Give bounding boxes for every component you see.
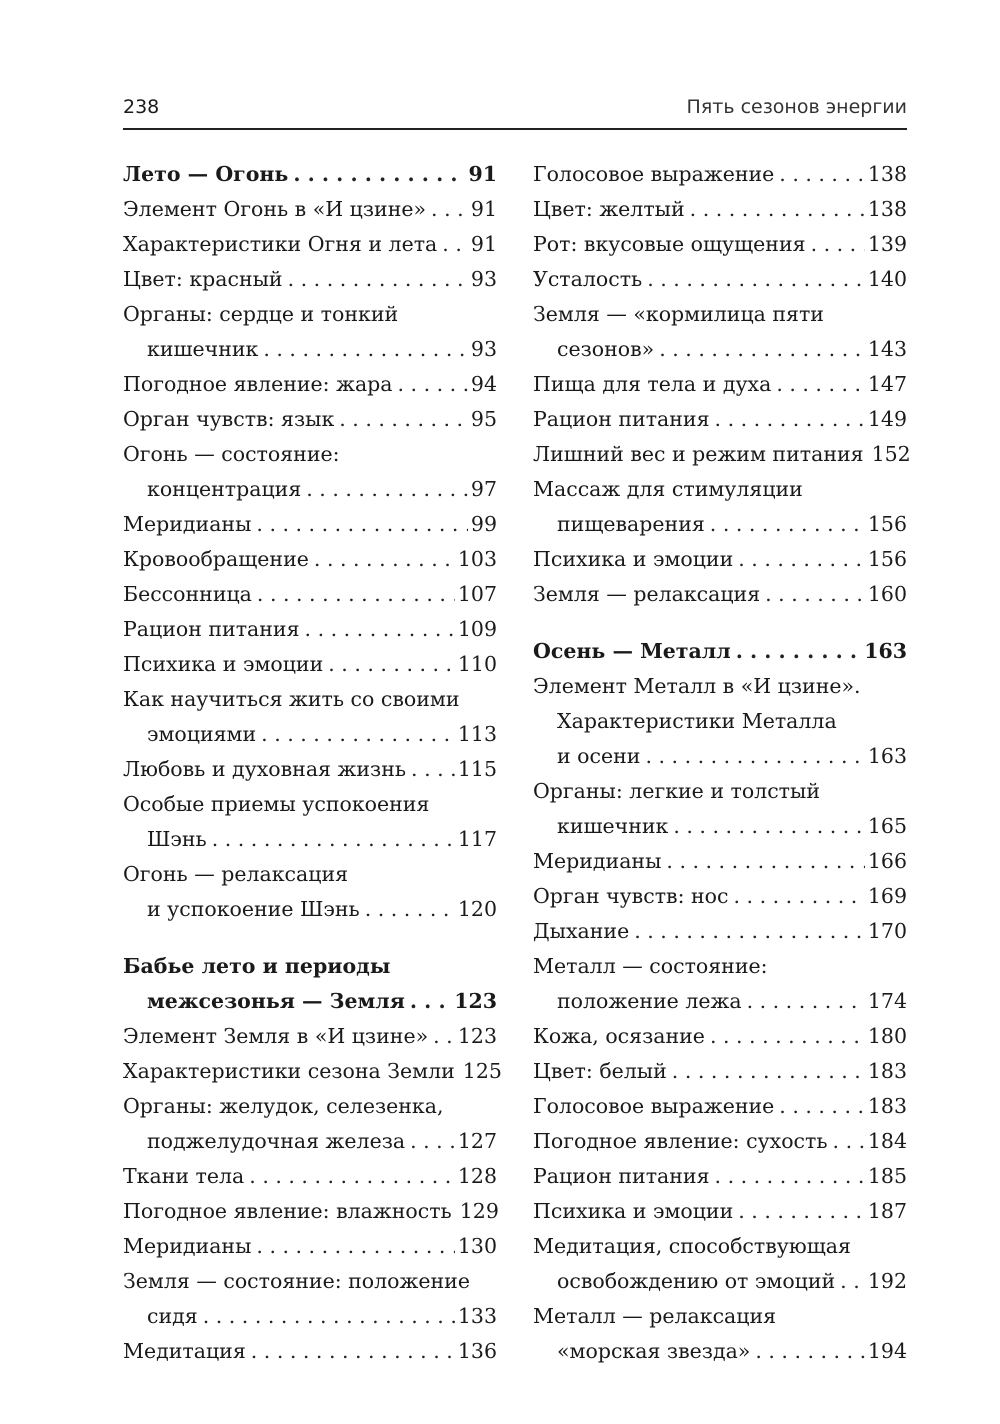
- dot-leader: [672, 1054, 865, 1089]
- toc-entry-title: Органы: желудок, селезенка,: [123, 1094, 444, 1118]
- dot-leader: [673, 809, 865, 844]
- running-title: Пять сезонов энергии: [686, 96, 907, 118]
- toc-entry[interactable]: [533, 1054, 907, 1089]
- toc-entry-title: Психика и эмоции: [533, 547, 734, 571]
- dot-leader: [305, 612, 455, 647]
- dot-leader: [261, 717, 455, 752]
- toc-entry-title: Пища для тела и духа: [533, 372, 772, 396]
- toc-entry-title: Шэнь: [147, 827, 207, 851]
- toc-page-number: 187: [867, 1199, 907, 1223]
- toc-entry-title: Лишний вес и режим питания: [533, 442, 864, 466]
- toc-page-number: 133: [457, 1304, 497, 1328]
- toc-entry-title: Бессонница: [123, 582, 252, 606]
- toc-entry-title: Органы: сердце и тонкий: [123, 302, 399, 326]
- toc-entry[interactable]: [123, 1264, 497, 1334]
- toc-page-number: 93: [470, 267, 497, 291]
- toc-entry[interactable]: [533, 774, 907, 844]
- toc-entry-title: эмоциями: [147, 722, 257, 746]
- toc-entry-title: Погодное явление: сухость: [533, 1129, 828, 1153]
- toc-entry[interactable]: [123, 787, 497, 857]
- toc-page-number: 160: [867, 582, 907, 606]
- toc-page-number: 183: [867, 1094, 907, 1118]
- dot-leader: [779, 157, 865, 192]
- toc-entry-title: Погодное явление: жара: [123, 372, 393, 396]
- toc-entry[interactable]: [123, 1334, 497, 1369]
- toc-page-number: 138: [867, 162, 907, 186]
- toc-entry-title: Массаж для стимуляции: [533, 477, 803, 501]
- toc-page-number: 138: [867, 197, 907, 221]
- toc-entry-title: Рот: вкусовые ощущения: [533, 232, 806, 256]
- toc-entry-title: Меридианы: [123, 512, 252, 536]
- toc-entry-title: Цвет: красный: [123, 267, 283, 291]
- toc-page-number: 93: [470, 337, 497, 361]
- dot-leader: [410, 984, 451, 1019]
- toc-entry-title: Голосовое выражение: [533, 1094, 775, 1118]
- toc-page-number: 140: [867, 267, 907, 291]
- toc-page-number: 103: [457, 547, 497, 571]
- toc-page-number: 165: [867, 814, 907, 838]
- dot-leader: [249, 1159, 455, 1194]
- toc-entry-title: Характеристики Огня и лета: [123, 232, 438, 256]
- toc-entry[interactable]: [533, 1019, 907, 1054]
- toc-page-number: 99: [470, 512, 497, 536]
- toc-entry-title: Осень — Металл: [533, 639, 731, 663]
- dot-leader: [431, 192, 468, 227]
- dot-leader: [776, 367, 865, 402]
- toc-entry-title: кишечник: [557, 814, 669, 838]
- dot-leader: [212, 822, 455, 857]
- dot-leader: [736, 634, 862, 669]
- dot-leader: [710, 507, 865, 542]
- toc-entry[interactable]: [123, 752, 497, 787]
- toc-page-number: 139: [867, 232, 907, 256]
- toc-entry-title: Любовь и духовная жизнь: [123, 757, 407, 781]
- dot-leader: [666, 844, 864, 879]
- dot-leader: [263, 332, 468, 367]
- toc-page-number: 174: [867, 989, 907, 1013]
- toc-section-heading[interactable]: [533, 634, 907, 669]
- dot-leader: [398, 367, 468, 402]
- toc-entry-title: Цвет: белый: [533, 1059, 667, 1083]
- toc-entry[interactable]: [533, 914, 907, 949]
- dot-leader: [339, 402, 468, 437]
- toc-page-number: 156: [867, 547, 907, 571]
- toc-entry-title: пищеварения: [557, 512, 705, 536]
- dot-leader: [840, 1264, 865, 1299]
- toc-entry-title: Психика и эмоции: [533, 1199, 734, 1223]
- toc-entry[interactable]: [123, 577, 497, 612]
- toc-entry-title: «морская звезда»: [557, 1339, 751, 1363]
- toc-entry-title: Дыхание: [533, 919, 630, 943]
- toc-page-number: 113: [457, 722, 497, 746]
- toc-page-number: 152: [871, 442, 911, 466]
- toc-page-number: 91: [470, 197, 497, 221]
- toc-entry[interactable]: [533, 227, 907, 262]
- toc-entry-title: Характеристики сезона Земли: [123, 1059, 455, 1083]
- toc-entry-title: Земля — состояние: положение: [123, 1269, 470, 1293]
- toc-entry-title: Как научиться жить со своими: [123, 687, 460, 711]
- toc-entry[interactable]: [123, 402, 497, 437]
- toc-entry[interactable]: [533, 669, 907, 774]
- toc-entry[interactable]: [533, 542, 907, 577]
- toc-entry[interactable]: [123, 1229, 497, 1264]
- dot-leader: [645, 739, 864, 774]
- toc-page-number: 183: [867, 1059, 907, 1083]
- toc-entry[interactable]: [533, 577, 907, 612]
- toc-page-number: 180: [867, 1024, 907, 1048]
- dot-leader: [251, 1334, 455, 1369]
- dot-leader: [738, 542, 865, 577]
- toc-entry[interactable]: [533, 879, 907, 914]
- toc-entry[interactable]: [533, 367, 907, 402]
- toc-entry[interactable]: [533, 1159, 907, 1194]
- toc-entry[interactable]: [123, 857, 497, 927]
- toc-page-number: 163: [867, 744, 907, 768]
- dot-leader: [659, 332, 865, 367]
- dot-leader: [710, 1019, 865, 1054]
- toc-entry-title: сезонов»: [557, 337, 655, 361]
- dot-leader: [747, 984, 865, 1019]
- toc-entry-title: и осени: [557, 744, 641, 768]
- dot-leader: [256, 1229, 454, 1264]
- section-gap: [533, 612, 907, 634]
- dot-leader: [306, 472, 468, 507]
- toc-page-number: 166: [867, 849, 907, 873]
- toc-entry-title: Органы: легкие и толстый: [533, 779, 820, 803]
- toc-entry[interactable]: [123, 542, 497, 577]
- toc-entry[interactable]: [533, 402, 907, 437]
- toc-page-number: 120: [457, 897, 497, 921]
- toc-entry-title: освобождению от эмоций: [557, 1269, 836, 1293]
- toc-entry-title: Элемент Огонь в «И цзине»: [123, 197, 427, 221]
- toc-page-number: 127: [457, 1129, 497, 1153]
- toc-entry[interactable]: [123, 437, 497, 507]
- toc-entry-title: Орган чувств: язык: [123, 407, 335, 431]
- toc-page-number: 156: [867, 512, 907, 536]
- toc-entry-title: Элемент Земля в «И цзине»: [123, 1024, 429, 1048]
- toc-page-number: 94: [470, 372, 497, 396]
- toc-entry[interactable]: [533, 949, 907, 1019]
- toc-page-number: 170: [867, 919, 907, 943]
- toc-page-number: 143: [867, 337, 907, 361]
- toc-entry-title: и успокоение Шэнь: [147, 897, 360, 921]
- toc-entry[interactable]: [533, 297, 907, 367]
- page-header: [123, 92, 907, 130]
- toc-entry[interactable]: [533, 437, 911, 472]
- toc-entry-title: Ткани тела: [123, 1164, 245, 1188]
- dot-leader: [715, 1159, 865, 1194]
- toc-entry-title: Цвет: желтый: [533, 197, 685, 221]
- toc-column-left: [123, 157, 502, 1369]
- toc-page-number: 163: [864, 639, 907, 663]
- toc-entry-title: Психика и эмоции: [123, 652, 324, 676]
- toc-page-number: 149: [867, 407, 907, 431]
- toc-entry[interactable]: [533, 192, 907, 227]
- dot-leader: [779, 1089, 865, 1124]
- toc-page-number: 91: [470, 232, 497, 256]
- toc-entry[interactable]: [123, 1159, 497, 1194]
- dot-leader: [811, 227, 865, 262]
- toc-page-number: 192: [867, 1269, 907, 1293]
- dot-leader: [765, 577, 865, 612]
- toc-page-number: 128: [457, 1164, 497, 1188]
- toc-entry-title: Медитация, способствующая: [533, 1234, 851, 1258]
- toc-entry[interactable]: [123, 1089, 497, 1159]
- toc-page-number: 123: [457, 1024, 497, 1048]
- dot-leader: [690, 192, 865, 227]
- toc-entry-title: Бабье лето и периоды: [123, 954, 391, 978]
- toc-entry-title: Усталость: [533, 267, 643, 291]
- toc-entry[interactable]: [123, 297, 497, 367]
- toc-page-number: 147: [867, 372, 907, 396]
- dot-leader: [314, 542, 455, 577]
- toc-page-number: 125: [462, 1059, 502, 1083]
- toc-entry-title: Орган чувств: нос: [533, 884, 729, 908]
- toc-page-number: 129: [459, 1199, 499, 1223]
- toc-entry-title: Кровообращение: [123, 547, 309, 571]
- toc-entry[interactable]: [123, 1054, 502, 1089]
- toc-entry[interactable]: [533, 262, 907, 297]
- toc-page-number: 194: [867, 1339, 907, 1363]
- toc-entry-title: Рацион питания: [123, 617, 300, 641]
- toc-entry-title: Голосовое выражение: [533, 162, 775, 186]
- toc-entry[interactable]: [123, 1194, 497, 1229]
- dot-leader: [734, 879, 865, 914]
- toc-entry-title: Огонь — состояние:: [123, 442, 340, 466]
- section-gap: [123, 927, 497, 949]
- dot-leader: [647, 262, 865, 297]
- dot-leader: [755, 1334, 865, 1369]
- toc-page-number: 97: [470, 477, 497, 501]
- toc-entry[interactable]: [123, 682, 497, 752]
- dot-leader: [328, 647, 455, 682]
- toc-section-heading[interactable]: [123, 157, 497, 192]
- dot-leader: [256, 507, 468, 542]
- dot-leader: [738, 1194, 865, 1229]
- toc-entry-title: Рацион питания: [533, 1164, 710, 1188]
- toc-entry[interactable]: [533, 1124, 907, 1159]
- dot-leader: [833, 1124, 865, 1159]
- toc-entry-title: положение лежа: [557, 989, 742, 1013]
- dot-leader: [634, 914, 865, 949]
- toc-entry-title: Особые приемы успокоения: [123, 792, 430, 816]
- toc-entry-title: Меридианы: [123, 1234, 252, 1258]
- toc-entry[interactable]: [533, 472, 907, 542]
- toc-entry[interactable]: [533, 157, 907, 192]
- toc-entry-title: сидя: [147, 1304, 198, 1328]
- dot-leader: [433, 1019, 455, 1054]
- toc-page-number: 169: [867, 884, 907, 908]
- dot-leader: [411, 752, 455, 787]
- toc-page-number: 107: [457, 582, 497, 606]
- toc-entry-title: поджелудочная железа: [147, 1129, 406, 1153]
- toc-entry[interactable]: [533, 1194, 907, 1229]
- toc-section-heading[interactable]: [123, 949, 497, 1019]
- toc-entry[interactable]: [123, 647, 497, 682]
- toc-entry-title: концентрация: [147, 477, 302, 501]
- toc-entry-title: Огонь — релаксация: [123, 862, 349, 886]
- toc-column-right: [533, 157, 911, 1369]
- toc-entry[interactable]: [123, 507, 497, 542]
- toc-page-number: 115: [457, 757, 497, 781]
- page-number: 238: [123, 96, 160, 118]
- toc-entry-title: Меридианы: [533, 849, 662, 873]
- toc-page-number: 91: [468, 162, 497, 186]
- dot-leader: [293, 157, 465, 192]
- toc-page-number: 184: [867, 1129, 907, 1153]
- toc-page-number: 95: [470, 407, 497, 431]
- toc-entry-title: Погодное явление: влажность: [123, 1199, 452, 1223]
- dot-leader: [203, 1299, 455, 1334]
- dot-leader: [257, 577, 455, 612]
- toc-entry-title: межсезонья — Земля: [147, 989, 405, 1013]
- toc-entry[interactable]: [123, 192, 497, 227]
- toc-page-number: 109: [457, 617, 497, 641]
- toc-entry-title: Металл — релаксация: [533, 1304, 777, 1328]
- dot-leader: [288, 262, 468, 297]
- toc-entry[interactable]: [533, 844, 907, 879]
- toc-entry-title: Металл — состояние:: [533, 954, 768, 978]
- toc-entry[interactable]: [533, 1229, 907, 1299]
- toc-page-number: 110: [457, 652, 497, 676]
- toc-entry-title: Характеристики Металла: [557, 709, 837, 733]
- toc-page-number: 130: [457, 1234, 497, 1258]
- toc-entry[interactable]: [123, 1019, 497, 1054]
- toc-entry-title: Кожа, осязание: [533, 1024, 705, 1048]
- toc-entry[interactable]: [123, 612, 497, 647]
- dot-leader: [442, 227, 468, 262]
- dot-leader: [365, 892, 455, 927]
- toc-entry-title: Рацион питания: [533, 407, 710, 431]
- toc-entry[interactable]: [533, 1089, 907, 1124]
- toc-entry-title: Элемент Металл в «И цзине».: [533, 674, 861, 698]
- toc-entry-title: Земля — «кормилица пяти: [533, 302, 824, 326]
- toc-entry[interactable]: [123, 262, 497, 297]
- toc-page-number: 185: [867, 1164, 907, 1188]
- toc-page-number: 123: [454, 989, 497, 1013]
- toc-entry[interactable]: [123, 367, 497, 402]
- toc-page-number: 136: [457, 1339, 497, 1363]
- toc-entry-title: кишечник: [147, 337, 259, 361]
- toc-entry-title: Лето — Огонь: [123, 162, 289, 186]
- toc-entry-title: Земля — релаксация: [533, 582, 761, 606]
- dot-leader: [410, 1124, 455, 1159]
- toc-entry[interactable]: [533, 1299, 907, 1369]
- dot-leader: [715, 402, 865, 437]
- toc-page-number: 117: [457, 827, 497, 851]
- toc-entry[interactable]: [123, 227, 497, 262]
- toc-entry-title: Медитация: [123, 1339, 246, 1363]
